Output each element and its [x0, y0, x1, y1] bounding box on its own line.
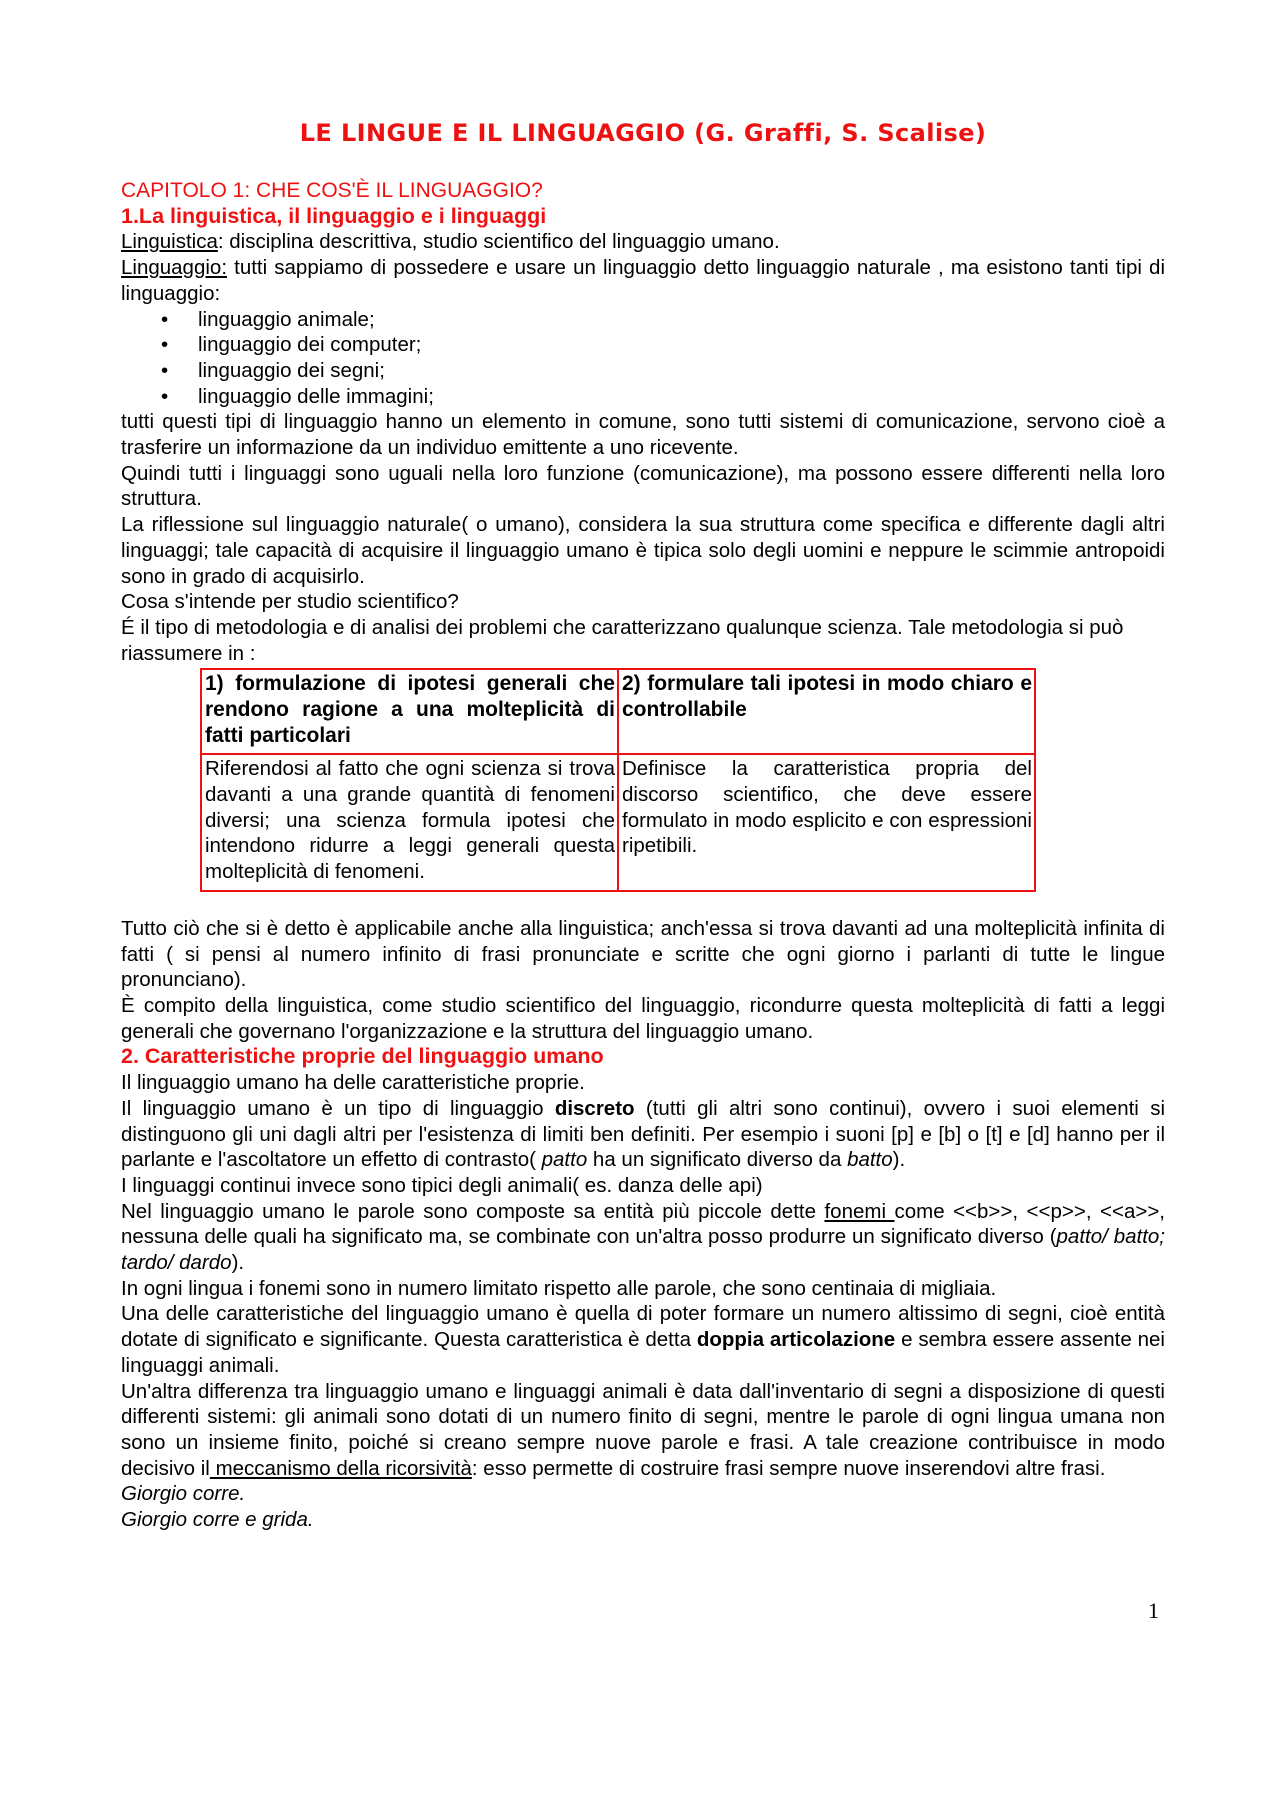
table-header-cell: 1) formulazione di ipotesi generali che rendono ragione a una molteplicità di fatti particolari — [201, 669, 618, 754]
paragraph: É il tipo di metodologia e di analisi dei problemi che caratterizzano qualunque scienza. Tale metodologia si può riassumere in : — [121, 615, 1124, 665]
section-2-heading: 2. Caratteristiche proprie del linguaggio umano — [121, 1044, 604, 1069]
document-body — [121, 178, 1165, 1533]
paragraph: Il linguaggio umano è un tipo di linguaggio discreto (tutti gli altri sono continui), ovvero i suoi elementi si distinguono gli uni dagli altri per l'esistenza di limiti ben definiti. Per esempio i suoni [p] e [b] o [t] e [d] hanno per il parlante e l'ascoltatore un effetto di contrasto( patto ha un significato diverso da batto). — [121, 1096, 1165, 1172]
term-discreto: discreto — [554, 1096, 635, 1120]
linguistica-definition: Linguistica: disciplina descrittiva, studio scientifico del linguaggio umano. — [121, 230, 780, 254]
paragraph: Quindi tutti i linguaggi sono uguali nella loro funzione (comunicazione), ma possono essere differenti nella loro struttura. — [121, 461, 1165, 511]
page-number: 1 — [1148, 1598, 1159, 1623]
paragraph: È compito della linguistica, come studio scientifico del linguaggio, ricondurre questa molteplicità di fatti a leggi generali che governano l'organizzazione e la struttura del linguaggio umano. — [121, 993, 1165, 1043]
paragraph: Cosa s'intende per studio scientifico? — [121, 590, 459, 614]
term-doppia-articolazione: doppia articolazione — [696, 1328, 896, 1352]
linguistica-term: Linguistica — [121, 230, 218, 254]
paragraph: Il linguaggio umano ha delle caratteristiche proprie. — [121, 1071, 585, 1095]
paragraph: Un'altra differenza tra linguaggio umano e linguaggi animali è data dall'inventario di segni a disposizione di questi differenti sistemi: gli animali sono dotati di un numero finito di segni, mentre le parole di ogni lingua umana non sono un insieme finito, poiché si creano sempre nuove parole e frasi. A tale creazione contribuisce in modo decisivo il meccanismo della ricorsività: esso permette di costruire frasi sempre nuove inserendovi altre frasi. — [121, 1379, 1165, 1480]
list-item: • linguaggio dei segni; — [121, 358, 1165, 384]
list-item: • linguaggio delle immagini; — [121, 384, 1165, 410]
table-header-cell: 2) formulare tali ipotesi in modo chiaro e controllabile — [618, 669, 1035, 754]
table-cell: Riferendosi al fatto che ogni scienza si trova davanti a una grande quantità di fenomeni diversi; una scienza formula ipotesi che intendono ridurre a leggi generali questa molteplicità di fenomeni. — [201, 754, 618, 891]
list-item: • linguaggio animale; — [121, 307, 1165, 333]
term-ricorsivita: meccanismo della ricorsività — [209, 1456, 472, 1480]
section-1-heading: 1.La linguistica, il linguaggio e i linguaggi — [121, 203, 547, 228]
paragraph: Una delle caratteristiche del linguaggio umano è quella di poter formare un numero altissimo di segni, cioè entità dotate di significato e significante. Questa caratteristica è detta doppia articolazione e sembra essere assente nei linguaggi animali. — [121, 1302, 1165, 1377]
table-cell: Definisce la caratteristica propria del discorso scientifico, che deve essere formulato in modo esplicito e con espressioni ripetibili. — [618, 754, 1035, 891]
paragraph: tutti questi tipi di linguaggio hanno un elemento in comune, sono tutti sistemi di comunicazione, servono cioè a trasferire un informazione da un individuo emittente a uno ricevente. — [121, 410, 1165, 460]
paragraph: La riflessione sul linguaggio naturale( o umano), considera la sua struttura come specifica e differente dagli altri linguaggi; tale capacità di acquisire il linguaggio umano è tipica solo degli uomini e neppure le scimmie antropoidi sono in grado di acquisirlo. — [121, 513, 1165, 588]
paragraph: Tutto ciò che si è detto è applicabile anche alla linguistica; anch'essa si trova davanti ad una molteplicità infinita di fatti ( si pensi al numero infinito di frasi pronunciate e scritte che ogni giorno i parlanti di tutte le lingue pronunciano). — [121, 916, 1165, 992]
document-title: LE LINGUE E IL LINGUAGGIO (G. Graffi, S. Scalise) — [299, 119, 987, 147]
example-sentence: Giorgio corre. — [121, 1482, 246, 1506]
paragraph: Nel linguaggio umano le parole sono composte sa entità più piccole dette fonemi come <<b>>, <<p>>, <<a>>, nessuna delle quali ha significato ma, se combinate con un'altra posso produrre un significato diverso (patto/ batto; tardo/ dardo). — [121, 1199, 1165, 1275]
paragraph: In ogni lingua i fonemi sono in numero limitato rispetto alle parole, che sono centinaia di migliaia. — [121, 1276, 997, 1300]
list-item: • linguaggio dei computer; — [121, 332, 1165, 358]
paragraph: I linguaggi continui invece sono tipici degli animali( es. danza delle api) — [121, 1173, 763, 1197]
table-row — [201, 669, 1035, 754]
example-sentence: Giorgio corre e grida. — [121, 1508, 314, 1532]
methodology-table — [200, 668, 1036, 892]
language-types-list — [121, 307, 1165, 410]
term-fonemi: fonemi — [824, 1199, 895, 1223]
linguaggio-definition: Linguaggio: tutti sappiamo di possedere e usare un linguaggio detto linguaggio naturale , ma esistono tanti tipi di linguaggio: — [121, 256, 1165, 305]
table-row — [201, 754, 1035, 891]
chapter-heading: CAPITOLO 1: CHE COS'È IL LINGUAGGIO? — [121, 179, 543, 202]
linguaggio-term: Linguaggio: — [121, 256, 228, 280]
